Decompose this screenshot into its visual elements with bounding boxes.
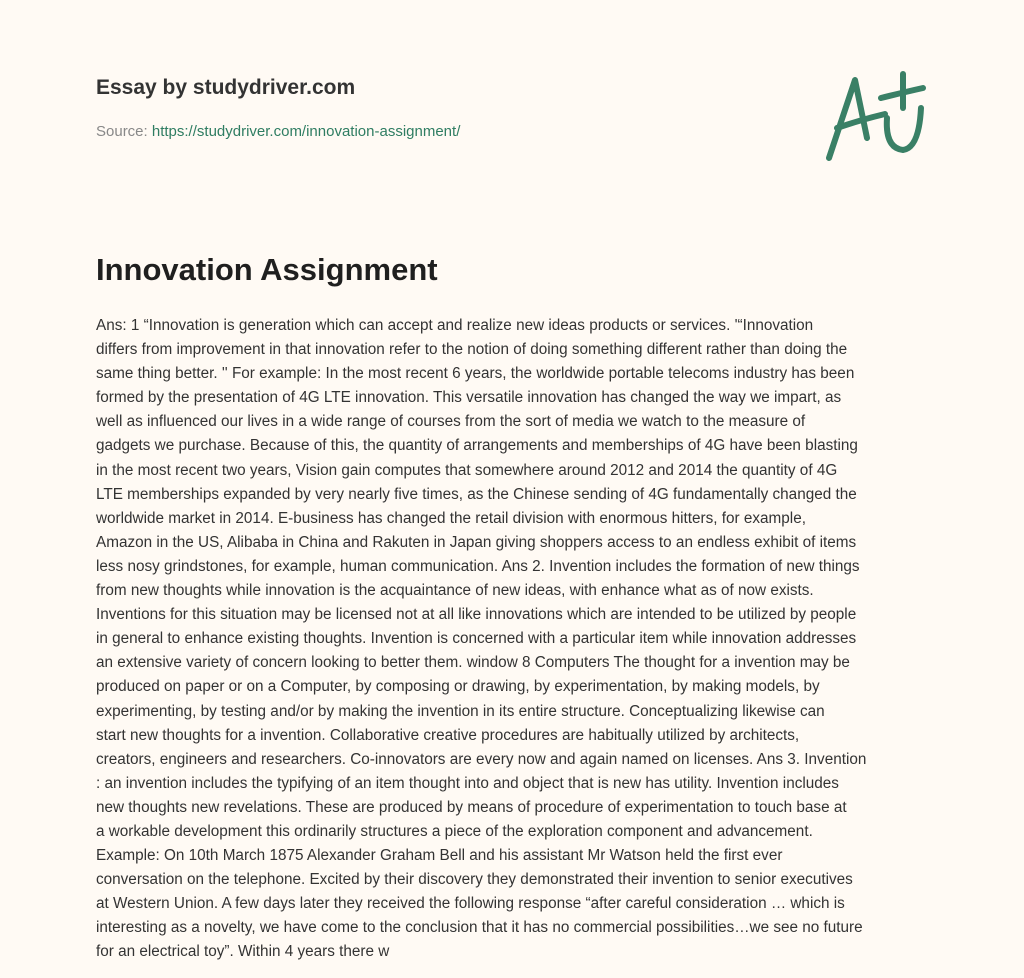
paragraph-line: formed by the presentation of 4G LTE innovation. This versatile innovation has changed the way we impart, as — [96, 389, 842, 407]
source-line — [96, 123, 460, 140]
paragraph-line: conversation on the telephone. Excited by their discovery they demonstrated their invention to senior executives — [96, 871, 853, 889]
paragraph-line: creators, engineers and researchers. Co-innovators are every now and again named on licenses. Ans 3. Invention — [96, 750, 867, 768]
paragraph-line: LTE memberships expanded by very nearly five times, as the Chinese sending of 4G fundamentally changed the — [96, 485, 857, 503]
paragraph-line: experimenting, by testing and/or by making the invention in its entire structure. Conceptualizing likewise can — [96, 702, 825, 720]
paragraph-line: Example: On 10th March 1875 Alexander Graham Bell and his assistant Mr Watson held the first ever — [96, 847, 783, 865]
paragraph-line: worldwide market in 2014. E-business has changed the retail division with enormous hitters, for example, — [96, 509, 806, 527]
article-body — [96, 314, 866, 965]
paragraph-line: from new thoughts while innovation is the acquaintance of new ideas, with enhance what as of now exists. — [96, 582, 814, 600]
paragraph-line: Amazon in the US, Alibaba in China and Rakuten in Japan giving shoppers access to an endless exhibit of items — [96, 533, 857, 551]
paragraph-line: start new thoughts for a invention. Collaborative creative procedures are habitually utilized by architects, — [96, 726, 800, 744]
paragraph-line: new thoughts new revelations. These are produced by means of procedure of experimentation to touch base at — [96, 798, 847, 816]
a-plus-logo-icon — [815, 68, 935, 168]
paragraph-line: in the most recent two years, Vision gain computes that somewhere around 2012 and 2014 the quantity of 4G — [96, 461, 838, 479]
source-label: Source: — [96, 123, 148, 140]
paragraph-line: less nosy grindstones, for example, human communication. Ans 2. Invention includes the formation of new things — [96, 557, 860, 575]
paragraph-line: gadgets we purchase. Because of this, the quantity of arrangements and memberships of 4G have been blasting — [96, 437, 858, 455]
paragraph-line: Ans: 1 “Innovation is generation which can accept and realize new ideas products or services. '“Innovation — [96, 317, 814, 334]
paragraph-line: in general to enhance existing thoughts. Invention is concerned with a particular item while innovation addresses — [96, 630, 857, 648]
paragraph-line: a workable development this ordinarily structures a piece of the exploration component and advancement. — [96, 822, 813, 840]
paragraph-line: : an invention includes the typifying of an item thought into and object that is new has utility. Invention includes — [96, 774, 839, 792]
paragraph-line: Inventions for this situation may be licensed not at all like innovations which are intended to be utilized by people — [96, 606, 857, 624]
paragraph-line: an extensive variety of concern looking to better them. window 8 Computers The thought for a invention may be — [96, 654, 850, 672]
paragraph-line: at Western Union. A few days later they received the following response “after careful consideration … which is — [96, 895, 845, 913]
article-title: Innovation Assignment — [96, 252, 438, 287]
paragraph-line: produced on paper or on a Computer, by composing or drawing, by experimentation, by making models, by — [96, 678, 820, 696]
site-brand: Essay by studydriver.com — [96, 76, 356, 99]
paragraph-line: well as influenced our lives in a wide range of courses from the sort of media we watch to the measure of — [96, 413, 806, 431]
paragraph-line: same thing better. '' For example: In the most recent 6 years, the worldwide portable telecoms industry has been — [96, 365, 855, 383]
paragraph-line: interesting as a novelty, we have come to the conclusion that it has no commercial possibilities…we see no future — [96, 919, 863, 937]
paragraph-line: for an electrical toy”. Within 4 years there w — [96, 943, 390, 961]
source-link[interactable]: https://studydriver.com/innovation-assignment/ — [151, 123, 461, 140]
paragraph-line: differs from improvement in that innovation refer to the notion of doing something different rather than doing the — [96, 341, 848, 359]
